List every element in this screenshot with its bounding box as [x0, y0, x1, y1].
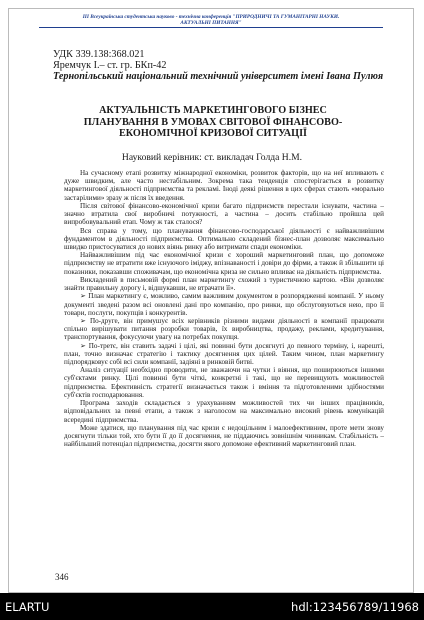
article-body [64, 169, 384, 448]
article-meta [53, 49, 393, 83]
running-head-rule [39, 27, 383, 28]
bullet-paragraph: ➢ По-третє, він ставить задачі і цілі, які повинні бути досягнуті до певного терміну, і, нарешті, план, точно визначає стратегію і тактику досягнення цих цілей. Таким чином, план маркетингу підпорядковує собі всі сили компанії, задіяні в ринковій битві. [64, 341, 384, 367]
bullet-paragraph: ➢ По-друге, він примушує всіх керівників різними видами діяльності в компанії працювати спільно вирішувати питання розробки товарів, їх виробництва, продажу, реклами, кредитування, транспортування, фокусуючи увагу на потребах покупця. [64, 316, 384, 342]
article-title: АКТУАЛЬНІСТЬ МАРКЕТИНГОВОГО БІЗНЕС ПЛАНУВАННЯ В УМОВАХ СВІТОВОЇ ФІНАНСОВО-ЕКОНОМІЧНОЇ КРИЗОВОЇ СИТУАЦІЇ [83, 105, 343, 140]
supervisor-line: Науковий керівник: ст. викладач Голда Н.М. [121, 152, 303, 163]
running-head [39, 14, 383, 26]
repository-footer-bar [0, 593, 424, 620]
document-page [8, 8, 414, 593]
paragraph: Після світової фінансово-економічної кризи багато підприємств перестали існувати, частина – значно втратила свої виробничі потужності, а частина – досить стабільно пройшла цей випробовувальний етап. Чому ж так сталося? [64, 201, 384, 227]
running-head-line2: АКТУАЛЬНІ ПИТАННЯ" [180, 20, 242, 27]
paragraph: Найважливішим під час економічної кризи є хороший маркетинговий план, що допоможе підприємству не втратити вже існуючого іміджу, впізнаваності і довіри до фірми, а також й збільшити ці показники, показавши споживачам, що економічна криза не сильно впливає на діяльність підприємства. [64, 251, 384, 276]
author-line: Яремчук І.– ст. гр. БКп-42 [53, 60, 167, 71]
paragraph: Програма заходів складається з урахуванням можливостей тих чи інших працівників, відповідальних за певні етапи, а також з наголосом на максимально високий рівень комунікацій всередині підприємства. [64, 399, 384, 424]
running-head-line1: III Всеукраїнська студентська науково - технічна конференція "ПРИРОДНИЧІ ТА ГУМАНІТАРНІ НАУКИ. [82, 14, 340, 20]
page-number: 346 [55, 572, 69, 582]
bullet-paragraph: ➢ План маркетингу є, можливо, самим важливим документом в розпорядженні компанії. У ньому документі зведені разом всі оновлені дані про компанію, про ринки, що обслуговуються нею, про її товари, послуги, покупців і конкурентів. [64, 292, 384, 317]
udc-code: УДК 339.138:368.021 [53, 49, 145, 60]
repository-name: ELARTU [5, 600, 50, 614]
paragraph: Викладений в письмовій формі план маркетингу схожий з туристичною картою. «Він дозволяє знайти правильну дорогу і, відшукавши, не втрачати її». [64, 275, 384, 293]
paragraph: Може здатися, що планування під час кризи є недоцільним і малоефективним, проте мети знову досягнути тільки той, хто бути її до її досягнення, не піддаючись зовнішнім чинникам. Стабільність – найбільший потенціал підприємства, досягти якого допоможе ефективний маркетинговий план. [64, 423, 384, 449]
paragraph: Аналіз ситуації необхідно проводити, не зважаючи на чутки і віяння, що поширюються іншими суб'єктами ринку. Цілі повинні бути чіткі, конкретні і такі, що не перевищують можливостей підприємства. Ефективність стратегії визначається також і вміння та підготовленими здібностями суб'єктів господарювання. [64, 366, 384, 399]
handle-identifier: hdl:123456789/11968 [291, 600, 419, 614]
affiliation: Тернопільський національний технічний університет імені Івана Пулюя [53, 71, 384, 82]
paragraph: На сучасному етапі розвитку міжнародної економіки, розвиток факторів, що на неї впливають є дуже швидким, але часто нестабільним. Зокрема така тенденція спостерігається в розвитку маркетингової діяльності підприємства та рекламі. Іноді деякі рішення в цих сферах стають «морально застарілими» зразу ж після їх введення. [64, 169, 384, 202]
paragraph: Вся справа у тому, що планування фінансово-господарської діяльності є найважливішим фундаментом в діяльності підприємства. Оптимально складений бізнес-план дозволяє максимально швидко пристосуватися до нових віянь ринку або витримати спади економіки. [64, 226, 384, 251]
